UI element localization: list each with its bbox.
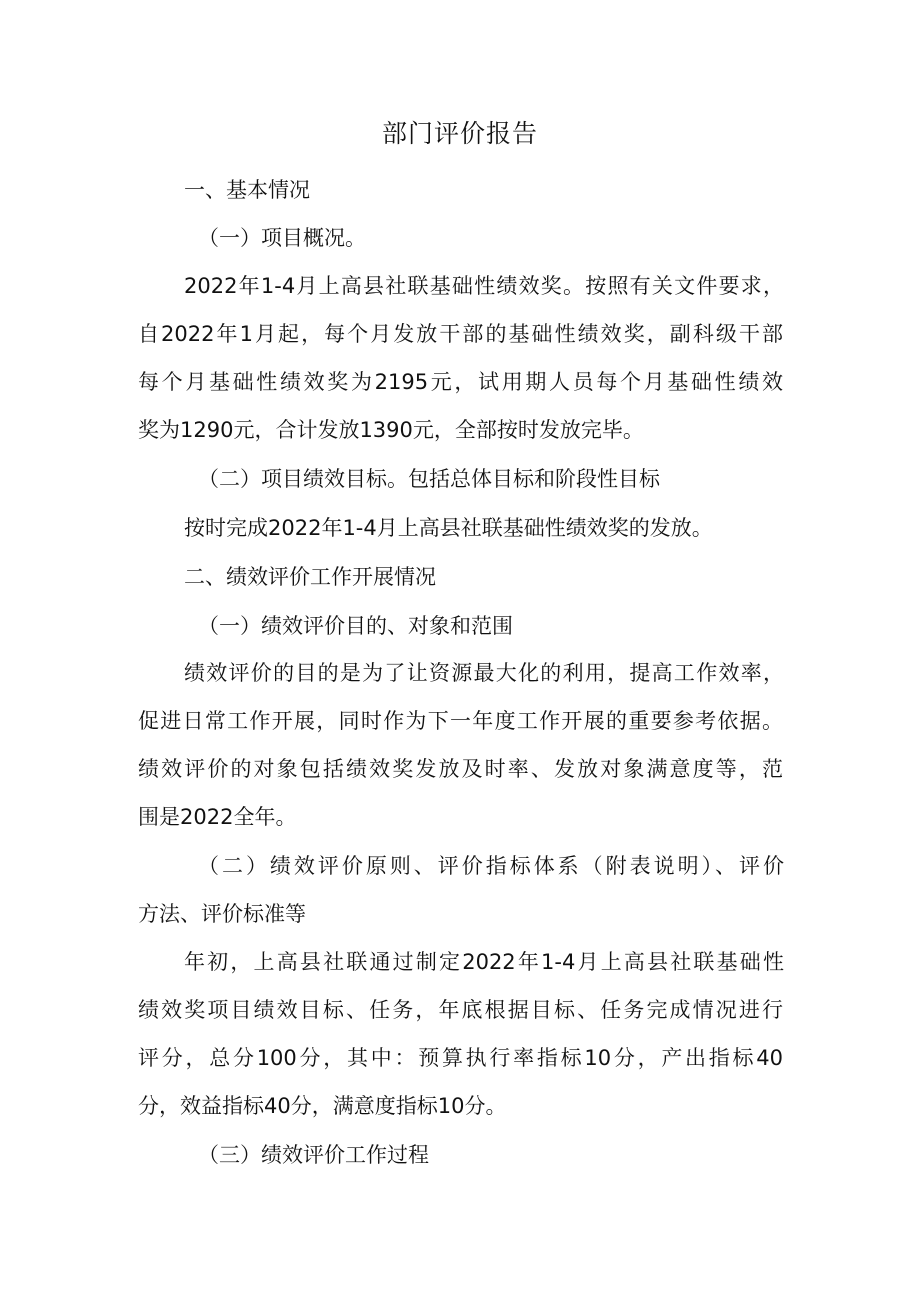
paragraph-line: 绩效评价的目的是为了让资源最大化的利用，提高工作效率， (184, 661, 784, 685)
subsection-heading-overview: （一）项目概况。 (198, 226, 366, 250)
page-title: 部门评价报告 (381, 119, 538, 148)
paragraph-line: 评分，总分100分，其中：预算执行率指标10分，产出指标40 (138, 1046, 783, 1070)
paragraph-line: 按时完成2022年1-4月上高县社联基础性绩效奖的发放。 (184, 516, 713, 540)
paragraph-line: 绩效评价的对象包括绩效奖发放及时率、发放对象满意度等，范 (138, 757, 783, 781)
section-heading-basic: 一、基本情况 (184, 178, 310, 202)
paragraph-line: 促进日常工作开展，同时作为下一年度工作开展的重要参考依据。 (138, 709, 783, 733)
paragraph-line: 绩效奖项目绩效目标、任务，年底根据目标、任务完成情况进行 (138, 998, 783, 1022)
subsection-heading-principles: （二）绩效评价原则、评价指标体系（附表说明）、评价 (198, 854, 784, 878)
paragraph-line: 分，效益指标40分，满意度指标10分。 (138, 1094, 507, 1118)
paragraph-line: 2022年1-4月上高县社联基础性绩效奖。按照有关文件要求， (184, 274, 784, 298)
subsection-heading-principles-cont: 方法、评价标准等 (138, 902, 306, 926)
paragraph-line: 自2022年1月起，每个月发放干部的基础性绩效奖，副科级干部 (138, 322, 783, 346)
paragraph-line: 年初，上高县社联通过制定2022年1-4月上高县社联基础性 (184, 950, 784, 974)
subsection-heading-purpose: （一）绩效评价目的、对象和范围 (198, 614, 513, 638)
paragraph-line: 奖为1290元，合计发放1390元，全部按时发放完毕。 (138, 418, 644, 442)
paragraph-line: 围是2022全年。 (138, 805, 297, 829)
section-heading-evaluation: 二、绩效评价工作开展情况 (184, 565, 436, 589)
subsection-heading-process: （三）绩效评价工作过程 (198, 1143, 429, 1167)
subsection-heading-targets: （二）项目绩效目标。包括总体目标和阶段性目标 (198, 467, 660, 491)
paragraph-line: 每个月基础性绩效奖为2195元，试用期人员每个月基础性绩效 (138, 370, 783, 394)
